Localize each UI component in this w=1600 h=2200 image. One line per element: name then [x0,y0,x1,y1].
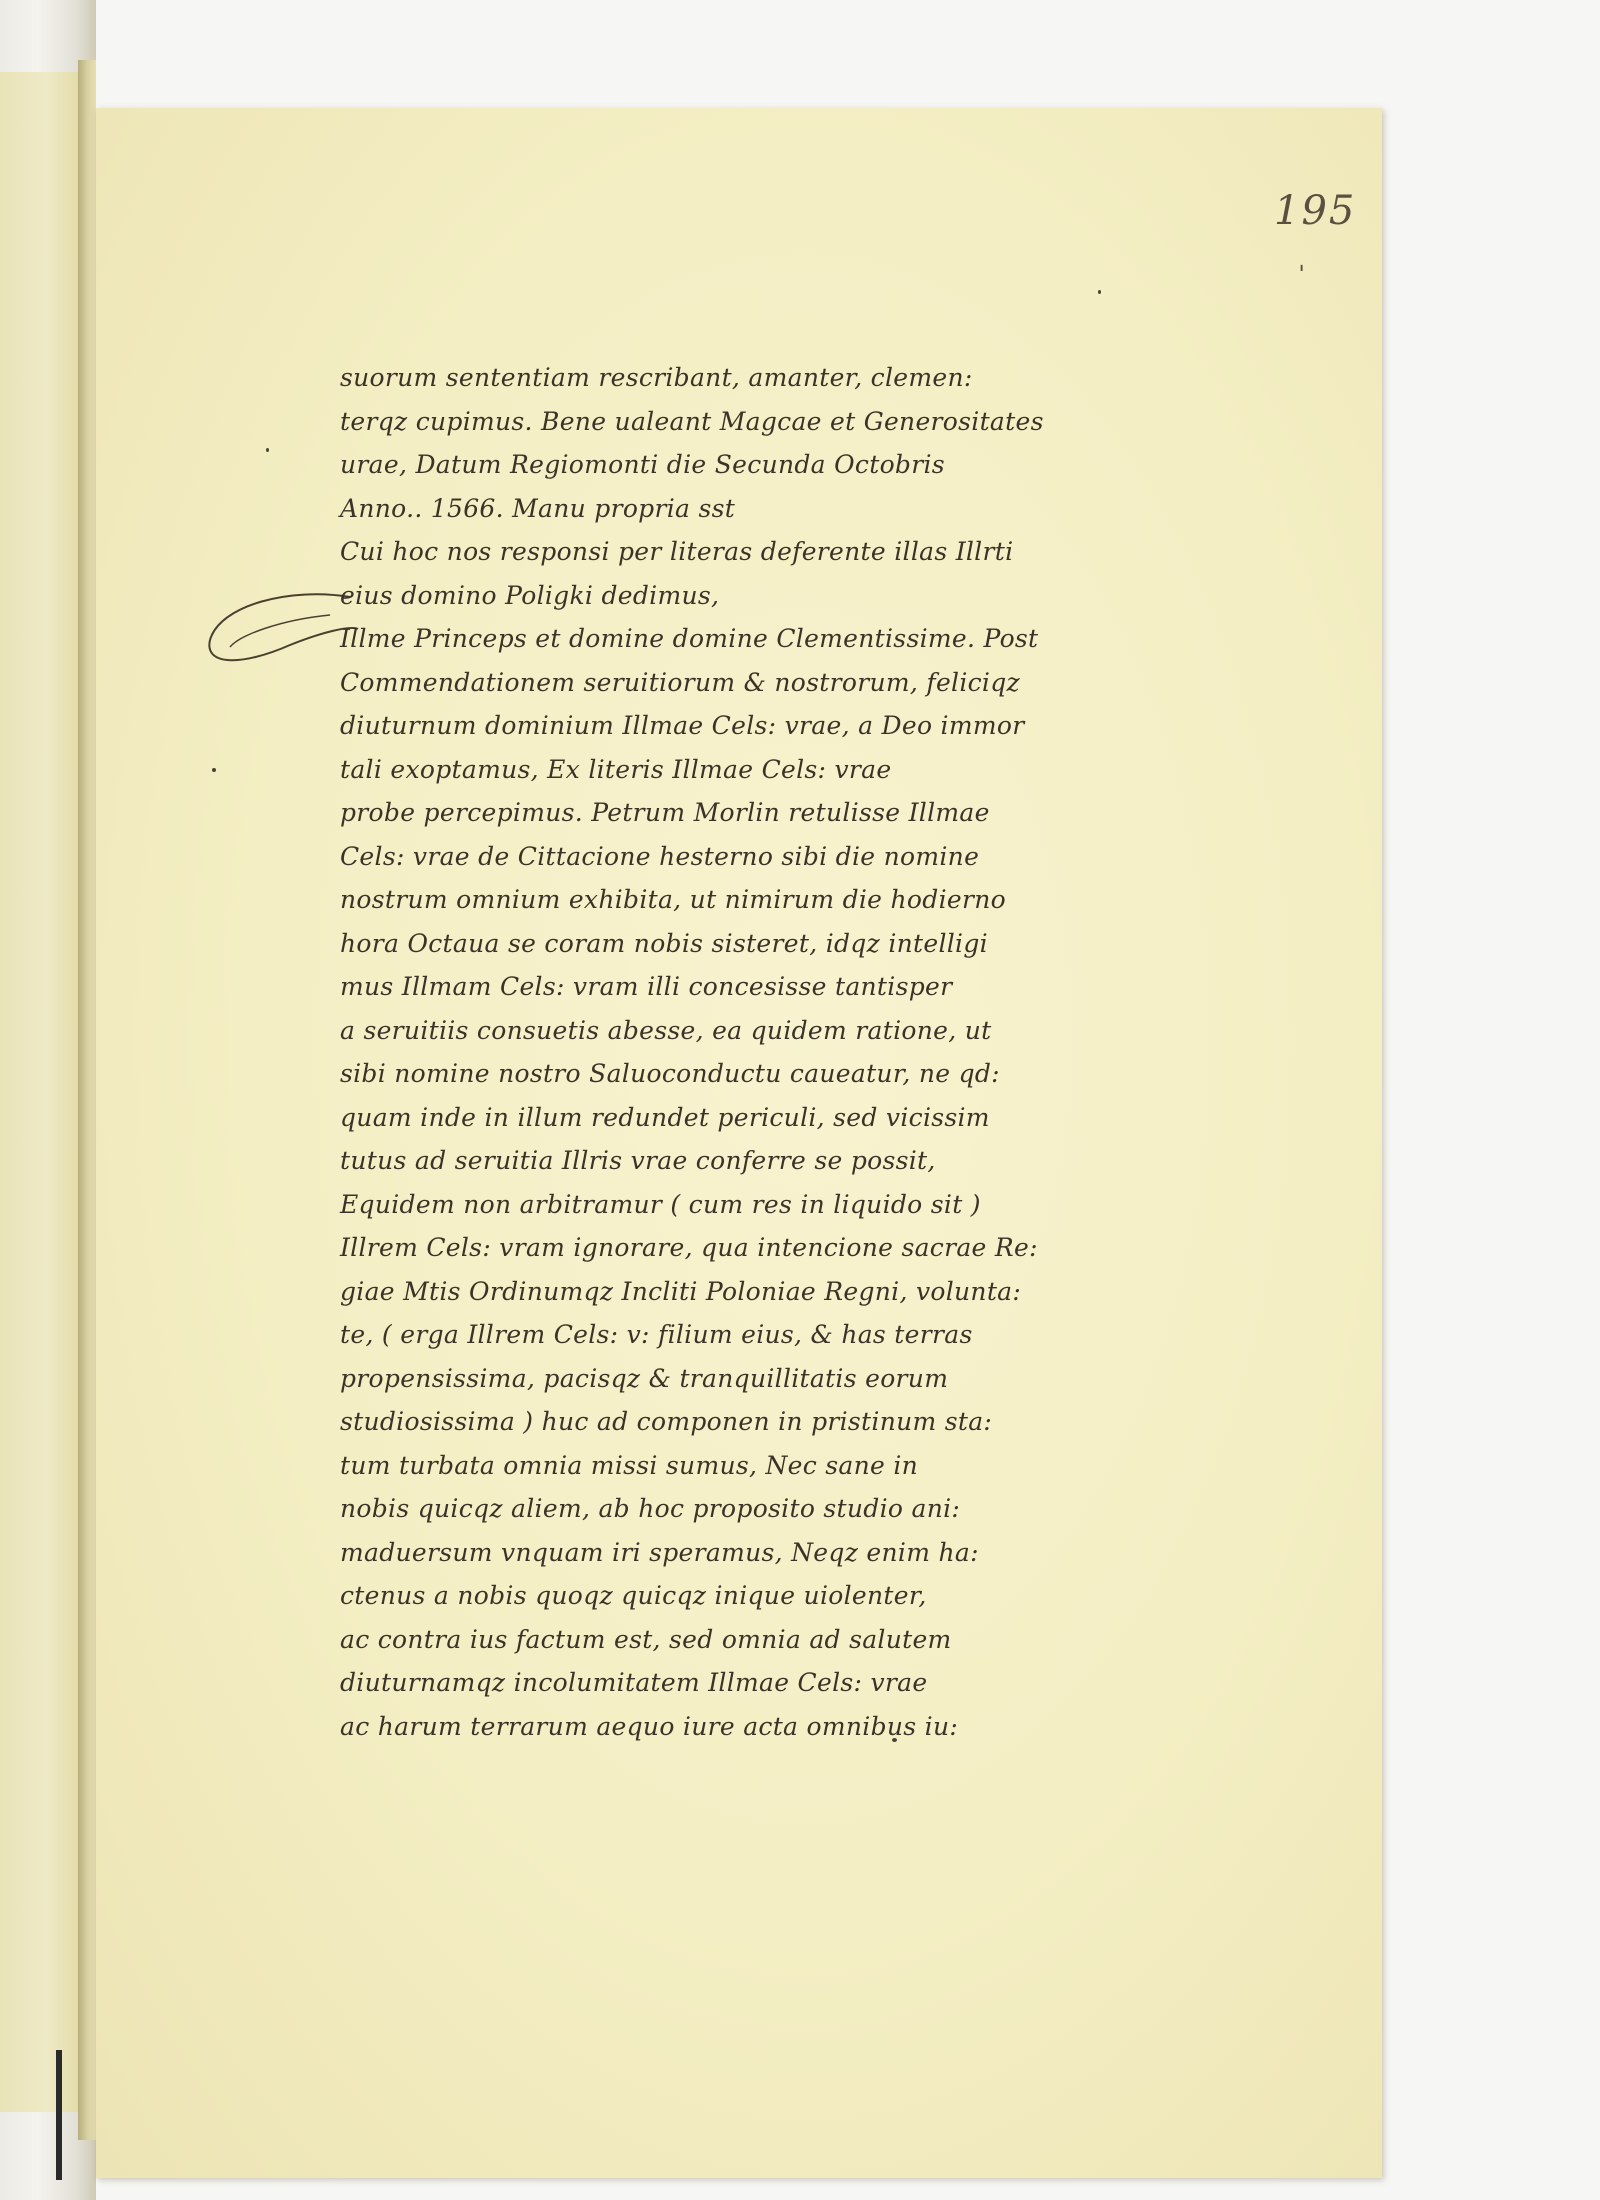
text-line: ctenus a nobis quoqz quicqz inique uiolenter, [340,1581,927,1610]
text-line: mus Illmam Cels: vram illi concesisse tantisper [340,972,953,1001]
text-line: nostrum omnium exhibita, ut nimirum die hodierno [340,885,1006,914]
text-line: suorum sententiam rescribant, amanter, clemen: [340,363,973,392]
text-line: Illrem Cels: vram ignorare, qua intencione sacrae Re: [340,1233,1038,1262]
text-line: Illme Princeps et domine domine Clementissime. Post [340,624,1039,653]
text-line: a seruitiis consuetis abesse, ea quidem ratione, ut [340,1015,992,1045]
text-line: quam inde in illum redundet periculi, sed vicissim [340,1102,990,1132]
ink-speck [266,448,269,452]
text-line: terqz cupimus. Bene ualeant Magcae et Generositates [340,406,1044,436]
text-line: tum turbata omnia missi sumus, Nec sane in [340,1450,919,1480]
text-line: ac contra ius factum est, sed omnia ad salutem [340,1624,952,1654]
manuscript-text [340,356,1130,1748]
text-line: sibi nomine nostro Saluoconductu caueatur, ne qd: [340,1059,1000,1088]
text-line: Cui hoc nos responsi per literas deferente illas Illrti [340,537,1014,566]
text-line: Commendationem seruitiorum & nostrorum, feliciqz [340,667,1020,697]
text-line: diuturnum dominium Illmae Cels: vrae, a Deo immor [340,711,1025,740]
ink-speck [212,768,216,772]
text-line: hora Octaua se coram nobis sisteret, idqz intelligi [340,928,988,958]
page-clip [56,2050,62,2180]
text-line: Anno.. 1566. Manu propria sst [340,493,736,523]
text-line: diuturnamqz incolumitatem Illmae Cels: vrae [340,1668,928,1697]
previous-page-edge [0,72,79,2112]
text-line: giae Mtis Ordinumqz Incliti Poloniae Regni, volunta: [340,1276,1022,1306]
text-line: Equidem non arbitramur ( cum res in liquido sit ) [340,1189,981,1219]
text-line: eius domino Poligki dedimus, [340,580,720,610]
spine-shadow [78,60,96,2140]
text-line: probe percepimus. Petrum Morlin retulisse Illmae [340,798,990,827]
text-line: ac harum terrarum aequo iure acta omnibus iu: [340,1711,959,1741]
text-line: nobis quicqz aliem, ab hoc proposito studio ani: [340,1494,961,1523]
folio-number: 195 [1274,188,1357,234]
folio-mark: ˈ [1298,262,1306,292]
text-line: studiosissima ) huc ad componen in pristinum sta: [340,1407,993,1436]
text-line: propensissima, pacisqz & tranquillitatis eorum [340,1363,949,1393]
text-line: maduersum vnquam iri speramus, Neqz enim ha: [340,1537,979,1567]
text-line: tali exoptamus, Ex literis Illmae Cels: vrae [340,754,892,784]
text-line: te, ( erga Illrem Cels: v: filium eius, & has terras [340,1320,973,1349]
paragraph-flourish [200,585,360,695]
ink-speck [1098,290,1101,294]
text-line: urae, Datum Regiomonti die Secunda Octobris [340,450,945,479]
text-line: tutus ad seruitia Illris vrae conferre se possit, [340,1146,936,1175]
text-line: Cels: vrae de Cittacione hesterno sibi die nomine [340,841,980,871]
